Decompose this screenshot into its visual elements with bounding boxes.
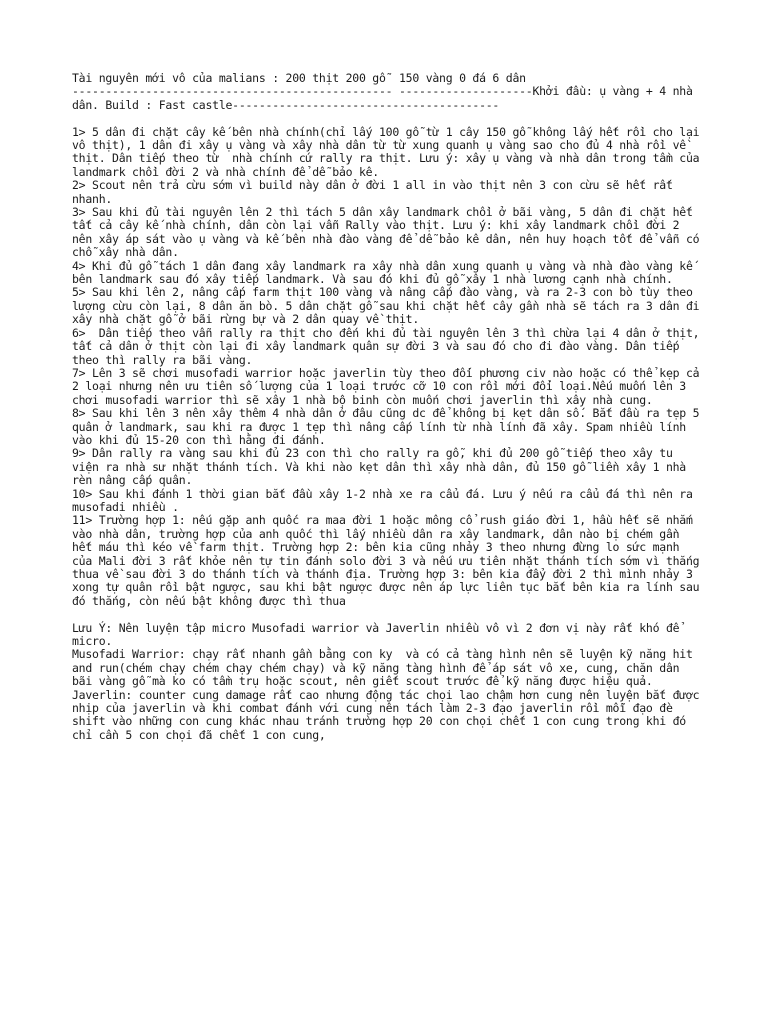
note-javerlin: Javerlin: counter cung damage rất cao nhưng động tác chọi lao chậm hơn cung nên luyện bắt được nhịp của javerlin và khi combat đánh với cung nên tách làm 2-3 đạo javerlin rồi mỗi đạo đè shift vào những con cung khác nhau tránh trường hợp 20 con chọi chết 1 con cung trong khi đó chỉ cần 5 con chọi đã chết 1 con cung, <box>72 687 707 742</box>
step-6: 6> Dân tiếp theo vẫn rally ra thịt cho đến khi đủ tài nguyên lên 3 thì chừa lại 4 dân ở thịt, tất cả dân ở thịt còn lại đi xây landmark quân sự đời 3 và sau đó cho đi đào vàng. Dân tiếp theo thì rally ra bãi vàng. <box>72 325 707 367</box>
step-7: 7> Lên 3 sẽ chơi musofadi warrior hoặc javerlin tùy theo đối phương civ nào hoặc có thể kẹp cả 2 loại nhưng nên ưu tiên số lượng của 1 loại trước cỡ 10 con rồi mới đổi loại.Nếu muốn lên 3 chơi musofadi warrior thì sẽ xây 1 nhà bộ binh còn muốn chơi javerlin thì xây nhà cung. <box>72 365 707 407</box>
spacer <box>72 112 704 125</box>
step-11: 11> Trường hợp 1: nếu gặp anh quốc ra maa đời 1 hoặc mông cổ rush giáo đời 1, hầu hết sẽ nhắm vào nhà dân, trường hợp của anh quốc thì lấy nhiều dân ra xây landmark, dân nào bị chém gần hết máu thì kéo về farm thịt. Trường hợp 2: bên kia cũng nhảy 3 theo nhưng đừng lo sức mạnh của Mali đời 3 rất khỏe nên tự tin đánh solo đời 3 và nếu ưu tiên nhặt thánh tích sớm vì thắng thua về sau đời 3 do thánh tích và thánh địa. Trường hợp 3: bên kia đẩy đời 2 thì mình nhảy 3 xong tự quân rồi bật ngược, sau khi bật ngược được nên áp lực liên tục bắt bên kia ra lính sau đó thắng, còn nếu bật không được thì thua <box>72 513 707 608</box>
document-body <box>72 71 707 742</box>
note-musofadi: Musofadi Warrior: chạy rất nhanh gần bằng con ky và có cả tàng hình nên sẽ luyện kỹ năng hit and run(chém chạy chém chạy chém chạy) và kỹ năng tàng hình để áp sát vô xe, cung, chăn dân bãi vàng gỗ mà ko có tầm trụ hoặc scout, nên giết scout trước để kỹ năng được hiệu quả. <box>72 647 700 689</box>
step-5: 5> Sau khi lên 2, nâng cấp farm thịt 100 vàng và nâng cấp đào vàng, và ra 2-3 con bò tùy theo lượng cừu còn lại, 8 dân ăn bò. 5 dân chặt gỗ sau khi chặt hết cây gần nhà sẽ tách ra 3 dân đi xây nhà chặt gỗ ở bãi rừng bự và 2 dân quay về thịt. <box>72 285 707 327</box>
note-general: Lưu Ý: Nên luyện tập micro Musofadi warrior và Javerlin nhiều vô vì 2 đơn vị này rất khó để micro. <box>72 620 686 649</box>
step-2: 2> Scout nên trả cừu sớm vì build này dân ở đời 1 all in vào thịt nên 3 con cừu sẽ hết rất nhanh. <box>72 178 680 206</box>
divider-line: ------------------------------------------------ --------------------Khởi đầu: ụ vàng + 4 nhà dân. Build : Fast castle---------------------------------------- <box>72 84 700 112</box>
step-9: 9> Dân rally ra vàng sau khi đủ 23 con thì cho rally ra gỗ, khi đủ 200 gỗ tiếp theo xây tu viện ra nhà sư nhặt thánh tích. Và khi nào kẹt dân thì xây nhà dân, đủ 150 gỗ liền xây 1 nhà rèn nâng cấp quân. <box>72 446 693 488</box>
step-4: 4> Khi đủ gỗ tách 1 dân đang xây landmark ra xây nhà dân xung quanh ụ vàng và nhà đào vàng kế bên landmark sau đó xây tiếp landmark. Và sau đó khi đủ gỗ xây 1 nhà lương cạnh nhà chính. <box>72 258 700 287</box>
resources-line: Tài nguyên mới vô của malians : 200 thịt 200 gỗ 150 vàng 0 đá 6 dân <box>72 71 526 85</box>
step-8: 8> Sau khi lên 3 nên xây thêm 4 nhà dân ở đâu cũng dc để không bị kẹt dân số. Bắt đầu ra tẹp 5 quân ở landmark, sau khi ra được 1 tẹp thì nâng cấp lính từ nhà lính đã xây. Spam nhiều lính vào khi đủ 15-20 con thì hằng đi đánh. <box>72 406 707 447</box>
spacer <box>72 608 704 621</box>
step-10: 10> Sau khi đánh 1 thời gian bắt đầu xây 1-2 nhà xe ra cẩu đá. Lưu ý nếu ra cẩu đá thì nên ra musofadi nhiều . <box>72 486 700 514</box>
step-3: 3> Sau khi đủ tài nguyên lên 2 thì tách 5 dân xây landmark chồi ở bãi vàng, 5 dân đi chặt hết tất cả cây kế nhà chính, dân còn lại vẫn Rally vào thịt. Lưu ý: khi xây landmark chồi đời 2 nên xây áp sát vào ụ vàng và kế bên nhà đào vàng để dễ bảo kê dân, nên huy hoạch tốt để vẫn có chỗ xây nhà dân. <box>72 205 707 260</box>
step-1: 1> 5 dân đi chặt cây kế bên nhà chính(chỉ lấy 100 gỗ từ 1 cây 150 gỗ không lấy hết rồi cho lại vô thịt), 1 dân đi xây ụ vàng và xây nhà dân từ từ xung quanh ụ vàng sao cho đủ 4 nhà rồi về thịt. Dân tiếp theo từ nhà chính cứ rally ra thịt. Lưu ý: xây ụ vàng và nhà dân trong tầm của landmark chồi đời 2 và nhà chính để dễ bảo kê. <box>72 124 707 179</box>
